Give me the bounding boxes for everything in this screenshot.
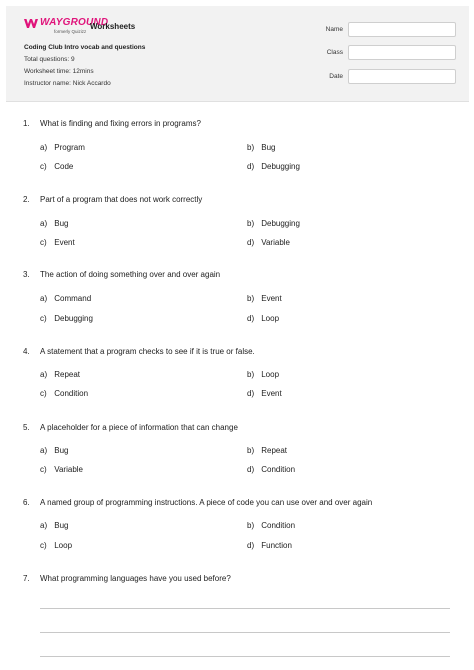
question-text: What programming languages have you used before? (40, 574, 231, 583)
option-text: Loop (261, 370, 280, 379)
question-text: The action of doing something over and over again (40, 270, 221, 279)
option-letter: a) (40, 521, 48, 530)
worksheet-header (6, 6, 469, 102)
question-number: 4. (23, 347, 30, 356)
instructor-name: Instructor name: Nick Accardo (24, 80, 111, 87)
option-letter: a) (40, 143, 48, 152)
option-d[interactable] (247, 465, 295, 474)
logo-wordmark: WAYGROUND (40, 17, 109, 28)
option-text: Event (54, 238, 75, 247)
option-letter: c) (40, 465, 47, 474)
option-text: Loop (261, 314, 280, 323)
logo-subtitle: formerly Quizizz (54, 29, 87, 34)
option-text: Variable (54, 465, 83, 474)
name-field[interactable] (348, 22, 456, 37)
option-text: Condition (261, 521, 296, 530)
question-number: 3. (23, 270, 30, 279)
option-letter: a) (40, 370, 48, 379)
option-a[interactable] (40, 294, 91, 303)
question-number: 7. (23, 574, 30, 583)
question-number: 6. (23, 498, 30, 507)
question-number: 1. (23, 119, 30, 128)
option-text: Event (261, 389, 282, 398)
wayground-logo (24, 17, 109, 41)
option-letter: c) (40, 314, 47, 323)
option-a[interactable] (40, 446, 68, 455)
option-text: Bug (54, 521, 69, 530)
option-letter: a) (40, 219, 48, 228)
option-letter: c) (40, 389, 47, 398)
option-b[interactable] (247, 370, 279, 379)
question-text: What is finding and fixing errors in programs? (40, 119, 201, 128)
option-text: Condition (261, 465, 296, 474)
question-text: A named group of programming instructions. A piece of code you can use over and over again (40, 498, 373, 507)
option-b[interactable] (247, 446, 287, 455)
option-letter: b) (247, 294, 255, 303)
wayground-logo-icon (24, 18, 38, 29)
option-a[interactable] (40, 521, 68, 530)
option-text: Loop (54, 541, 73, 550)
option-text: Repeat (261, 446, 288, 455)
option-c[interactable] (40, 162, 73, 171)
answer-line[interactable] (40, 632, 450, 633)
option-text: Event (261, 294, 282, 303)
option-text: Bug (54, 219, 69, 228)
option-text: Repeat (54, 370, 81, 379)
class-field[interactable] (348, 45, 456, 60)
option-letter: c) (40, 541, 47, 550)
option-text: Program (54, 143, 85, 152)
option-letter: a) (40, 294, 48, 303)
answer-line[interactable] (40, 656, 450, 657)
option-text: Bug (54, 446, 69, 455)
option-d[interactable] (247, 389, 282, 398)
option-a[interactable] (40, 219, 68, 228)
worksheet-title: Coding Club Intro vocab and questions (24, 44, 146, 51)
option-letter: d) (247, 389, 255, 398)
option-text: Command (54, 294, 92, 303)
option-c[interactable] (40, 238, 75, 247)
option-a[interactable] (40, 370, 80, 379)
option-b[interactable] (247, 294, 282, 303)
option-text: Debugging (54, 314, 93, 323)
option-letter: b) (247, 143, 255, 152)
option-d[interactable] (247, 238, 290, 247)
option-c[interactable] (40, 314, 93, 323)
option-text: Function (261, 541, 292, 550)
worksheet-time: Worksheet time: 12mins (24, 68, 94, 75)
option-letter: b) (247, 370, 255, 379)
option-text: Debugging (261, 162, 300, 171)
total-questions: Total questions: 9 (24, 56, 75, 63)
option-letter: b) (247, 446, 255, 455)
question-text: A statement that a program checks to see if it is true or false. (40, 347, 255, 356)
question-text: Part of a program that does not work correctly (40, 195, 203, 204)
answer-line[interactable] (40, 608, 450, 609)
option-text: Condition (54, 389, 89, 398)
name-label: Name (325, 26, 343, 33)
question-text: A placeholder for a piece of information that can change (40, 423, 238, 432)
option-letter: d) (247, 314, 255, 323)
question-number: 2. (23, 195, 30, 204)
option-d[interactable] (247, 162, 300, 171)
option-letter: d) (247, 162, 255, 171)
option-letter: d) (247, 541, 255, 550)
option-text: Variable (261, 238, 290, 247)
date-field[interactable] (348, 69, 456, 84)
option-b[interactable] (247, 219, 300, 228)
option-b[interactable] (247, 143, 275, 152)
option-text: Code (54, 162, 74, 171)
option-text: Debugging (261, 219, 300, 228)
option-letter: d) (247, 238, 255, 247)
brand-title: Worksheets (90, 22, 136, 31)
option-c[interactable] (40, 389, 88, 398)
option-letter: c) (40, 238, 47, 247)
option-d[interactable] (247, 314, 279, 323)
option-letter: b) (247, 521, 255, 530)
question-number: 5. (23, 423, 30, 432)
option-c[interactable] (40, 541, 72, 550)
option-letter: b) (247, 219, 255, 228)
option-text: Bug (261, 143, 276, 152)
option-a[interactable] (40, 143, 85, 152)
option-letter: a) (40, 446, 48, 455)
class-label: Class (326, 49, 343, 56)
option-letter: d) (247, 465, 255, 474)
option-c[interactable] (40, 465, 83, 474)
date-label: Date (329, 73, 343, 80)
option-b[interactable] (247, 521, 295, 530)
option-d[interactable] (247, 541, 292, 550)
option-letter: c) (40, 162, 47, 171)
